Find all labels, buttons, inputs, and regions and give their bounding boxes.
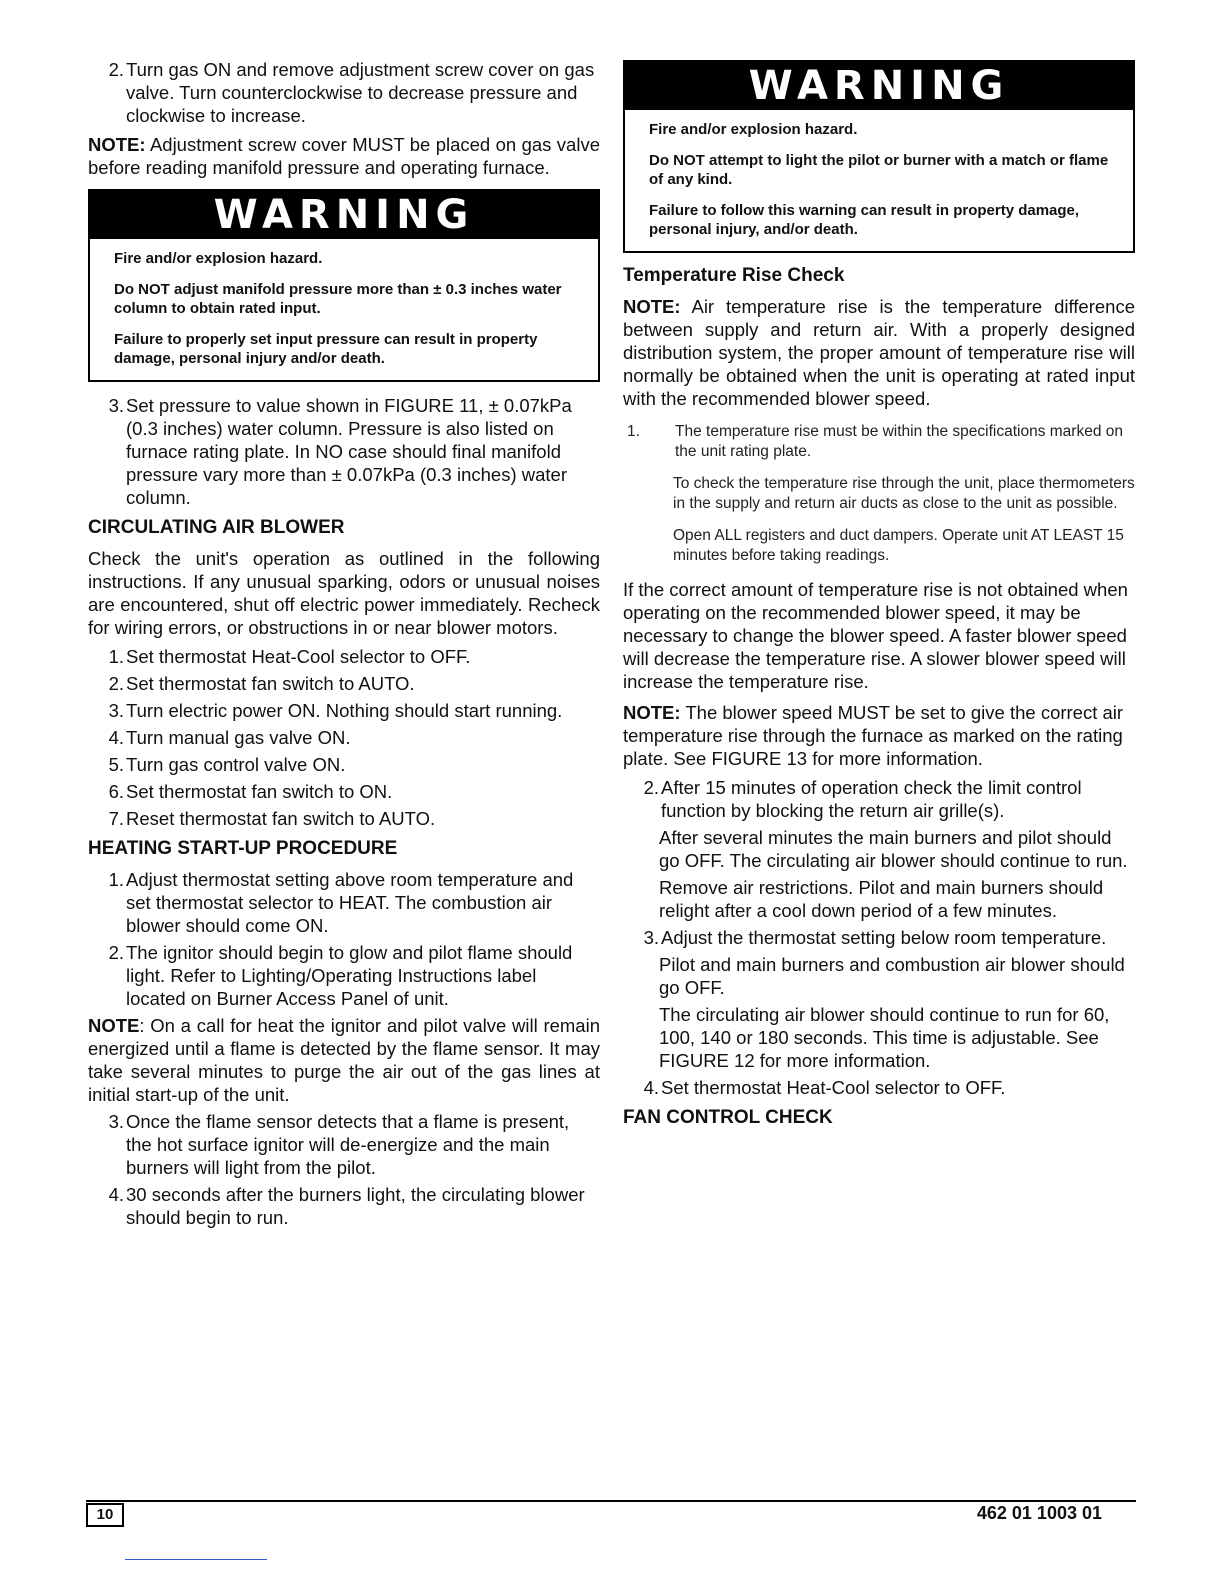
list-item xyxy=(88,868,600,937)
step-2 xyxy=(88,58,600,127)
blower-speed-paragraph: If the correct amount of temperature rise is not obtained when operating on the recommended blower speed, it may be necessary to change the blower speed. A faster blower speed will decrease the temperature rise. A slower blower speed will increase the temperature rise. xyxy=(623,579,1128,692)
page-number: 10 xyxy=(86,1503,124,1527)
document-number: 462 01 1003 01 xyxy=(976,1503,1102,1523)
step-text: Set thermostat Heat-Cool selector to OFF. xyxy=(661,1077,1006,1098)
note-label: NOTE: xyxy=(623,702,681,723)
note-call-for-heat xyxy=(88,1014,600,1106)
step-2-detail: After several minutes the main burners and pilot should go OFF. The circulating air blower should continue to run. xyxy=(659,827,1128,871)
step-2-detail-2: Remove air restrictions. Pilot and main burners should relight after a cool down period of a few minutes. xyxy=(659,877,1104,921)
temp-step-1 xyxy=(623,422,1135,462)
warning-line: Fire and/or explosion hazard. xyxy=(649,121,858,138)
warning-line: Do NOT attempt to light the pilot or burner with a match or flame of any kind. xyxy=(649,152,1109,188)
note-label: NOTE: xyxy=(88,134,146,155)
step-text: Adjust thermostat setting above room temperature and set thermostat selector to HEAT. The combustion air blower should come ON. xyxy=(126,869,574,936)
step-text: Adjust the thermostat setting below room temperature. xyxy=(661,927,1107,948)
step-text: Reset thermostat fan switch to AUTO. xyxy=(126,808,436,829)
note-label: NOTE: xyxy=(623,296,681,317)
note-adjustment-cover xyxy=(88,133,600,179)
list-item xyxy=(88,941,600,1010)
note-blower-speed xyxy=(623,701,1135,770)
footer-rule xyxy=(86,1500,1136,1502)
step-number: 3. xyxy=(108,700,124,721)
step-3-detail-2: The circulating air blower should continue to run for 60, 100, 140 or 180 seconds. This time is adjustable. See FIGURE 12 for more information. xyxy=(659,1004,1110,1071)
heating-steps-list xyxy=(88,868,600,1010)
warning-box-manifold xyxy=(88,189,600,382)
step-text: Once the flame sensor detects that a flame is present, the hot surface ignitor will de-energize and the main burners will light from the pilot. xyxy=(126,1111,570,1178)
step-number: 2. xyxy=(108,942,124,963)
step-text: Turn manual gas valve ON. xyxy=(126,727,351,748)
step-text: Turn gas control valve ON. xyxy=(126,754,346,775)
step-number: 7. xyxy=(108,808,124,829)
step-number: 6. xyxy=(108,781,124,802)
step-text: Set thermostat fan switch to AUTO. xyxy=(126,673,415,694)
note-text: The blower speed MUST be set to give the correct air temperature rise through the furnace as marked on the rating plate. See FIGURE 13 for more information. xyxy=(623,702,1124,769)
warning-title: WARNING xyxy=(625,62,1133,110)
step-text: Set thermostat fan switch to ON. xyxy=(126,781,393,802)
step-number: 4. xyxy=(108,1184,124,1205)
section-heading-circulating: CIRCULATING AIR BLOWER xyxy=(88,517,345,538)
warning-line: Failure to properly set input pressure can result in property damage, personal injury and/or death. xyxy=(114,331,538,367)
step-text: After 15 minutes of operation check the limit control function by blocking the return air grille(s). xyxy=(661,777,1082,821)
step-text: 30 seconds after the burners light, the circulating blower should begin to run. xyxy=(126,1184,585,1228)
step-text: Set thermostat Heat-Cool selector to OFF. xyxy=(126,646,471,667)
list-item xyxy=(88,1183,600,1229)
list-item xyxy=(88,726,600,749)
warning-line: Fire and/or explosion hazard. xyxy=(114,250,323,267)
temp-step-1-detail-2: Open ALL registers and duct dampers. Operate unit AT LEAST 15 minutes before taking readings. xyxy=(673,527,1124,564)
list-item xyxy=(88,672,600,695)
note-text: Air temperature rise is the temperature difference between supply and return air. With a properly designed distribution system, the proper amount of temperature rise will normally be obtained when the unit is operating at rated input with the recommended blower speed. xyxy=(623,296,1135,409)
right-column xyxy=(623,58,1135,1137)
step-2-limit xyxy=(623,776,1135,822)
step-text: Turn electric power ON. Nothing should start running. xyxy=(126,700,563,721)
section-heading-fan-control: FAN CONTROL CHECK xyxy=(623,1107,833,1128)
step-number: 2. xyxy=(643,777,659,798)
section-heading-heating: HEATING START-UP PROCEDURE xyxy=(88,838,398,859)
step-number: 5. xyxy=(108,754,124,775)
step-number: 4. xyxy=(108,727,124,748)
blue-underline xyxy=(125,1559,267,1560)
list-item xyxy=(88,807,600,830)
step-number: 1. xyxy=(108,869,124,890)
step-number: 3. xyxy=(108,395,124,416)
list-item xyxy=(88,645,600,668)
step-4-selector xyxy=(623,1076,1135,1099)
step-text: Set pressure to value shown in FIGURE 11, ± 0.07kPa (0.3 inches) water column. Pressure is also listed on furnace rating plate. In NO case should final manifold pressure vary more than ± 0.07kPa (0.3 inches) water column. xyxy=(126,395,572,508)
warning-box-pilot xyxy=(623,60,1135,253)
step-number: 3. xyxy=(108,1111,124,1132)
note-label: NOTE xyxy=(88,1015,140,1036)
note-text: Adjustment screw cover MUST be placed on gas valve before reading manifold pressure and operating furnace. xyxy=(88,134,600,178)
step-number: 2. xyxy=(108,673,124,694)
section-heading-temp-rise: Temperature Rise Check xyxy=(623,265,845,286)
list-item xyxy=(88,753,600,776)
warning-line: Do NOT adjust manifold pressure more than ± 0.3 inches water column to obtain rated input. xyxy=(114,281,562,317)
note-text: : On a call for heat the ignitor and pilot valve will remain energized until a flame is detected by the flame sensor. It may take several minutes to purge the air out of the gas lines at initial start-up of the unit. xyxy=(88,1015,600,1105)
step-number: 3. xyxy=(643,927,659,948)
left-column xyxy=(88,58,600,1233)
step-number: 4. xyxy=(643,1077,659,1098)
warning-title: WARNING xyxy=(90,191,598,239)
temp-step-1-detail: To check the temperature rise through the unit, place thermometers in the supply and return air ducts as close to the unit as possible. xyxy=(673,475,1135,512)
heating-steps-list-continued xyxy=(88,1110,600,1229)
step-3 xyxy=(88,394,600,509)
list-item xyxy=(88,780,600,803)
step-number: 2. xyxy=(108,59,124,80)
step-text: Turn gas ON and remove adjustment screw cover on gas valve. Turn counterclockwise to decrease pressure and clockwise to increase. xyxy=(126,59,595,126)
step-number: 1. xyxy=(627,423,640,440)
step-number: 1. xyxy=(108,646,124,667)
circulating-paragraph: Check the unit's operation as outlined in the following instructions. If any unusual sparking, odors or unusual noises are encountered, shut off electric power immediately. Recheck for wiring errors, or obstructions in or near blower motors. xyxy=(88,548,600,638)
step-text: The ignitor should begin to glow and pilot flame should light. Refer to Lighting/Operating Instructions label located on Burner Access Panel of unit. xyxy=(126,942,573,1009)
step-text: The temperature rise must be within the specifications marked on the unit rating plate. xyxy=(675,423,1123,460)
step-3-thermostat xyxy=(623,926,1135,949)
circulating-steps-list xyxy=(88,645,600,830)
list-item xyxy=(88,1110,600,1179)
step-3-detail: Pilot and main burners and combustion air blower should go OFF. xyxy=(659,954,1125,998)
note-temp-rise xyxy=(623,295,1135,410)
list-item xyxy=(88,699,600,722)
warning-line: Failure to follow this warning can result in property damage, personal injury, and/or death. xyxy=(649,202,1080,238)
